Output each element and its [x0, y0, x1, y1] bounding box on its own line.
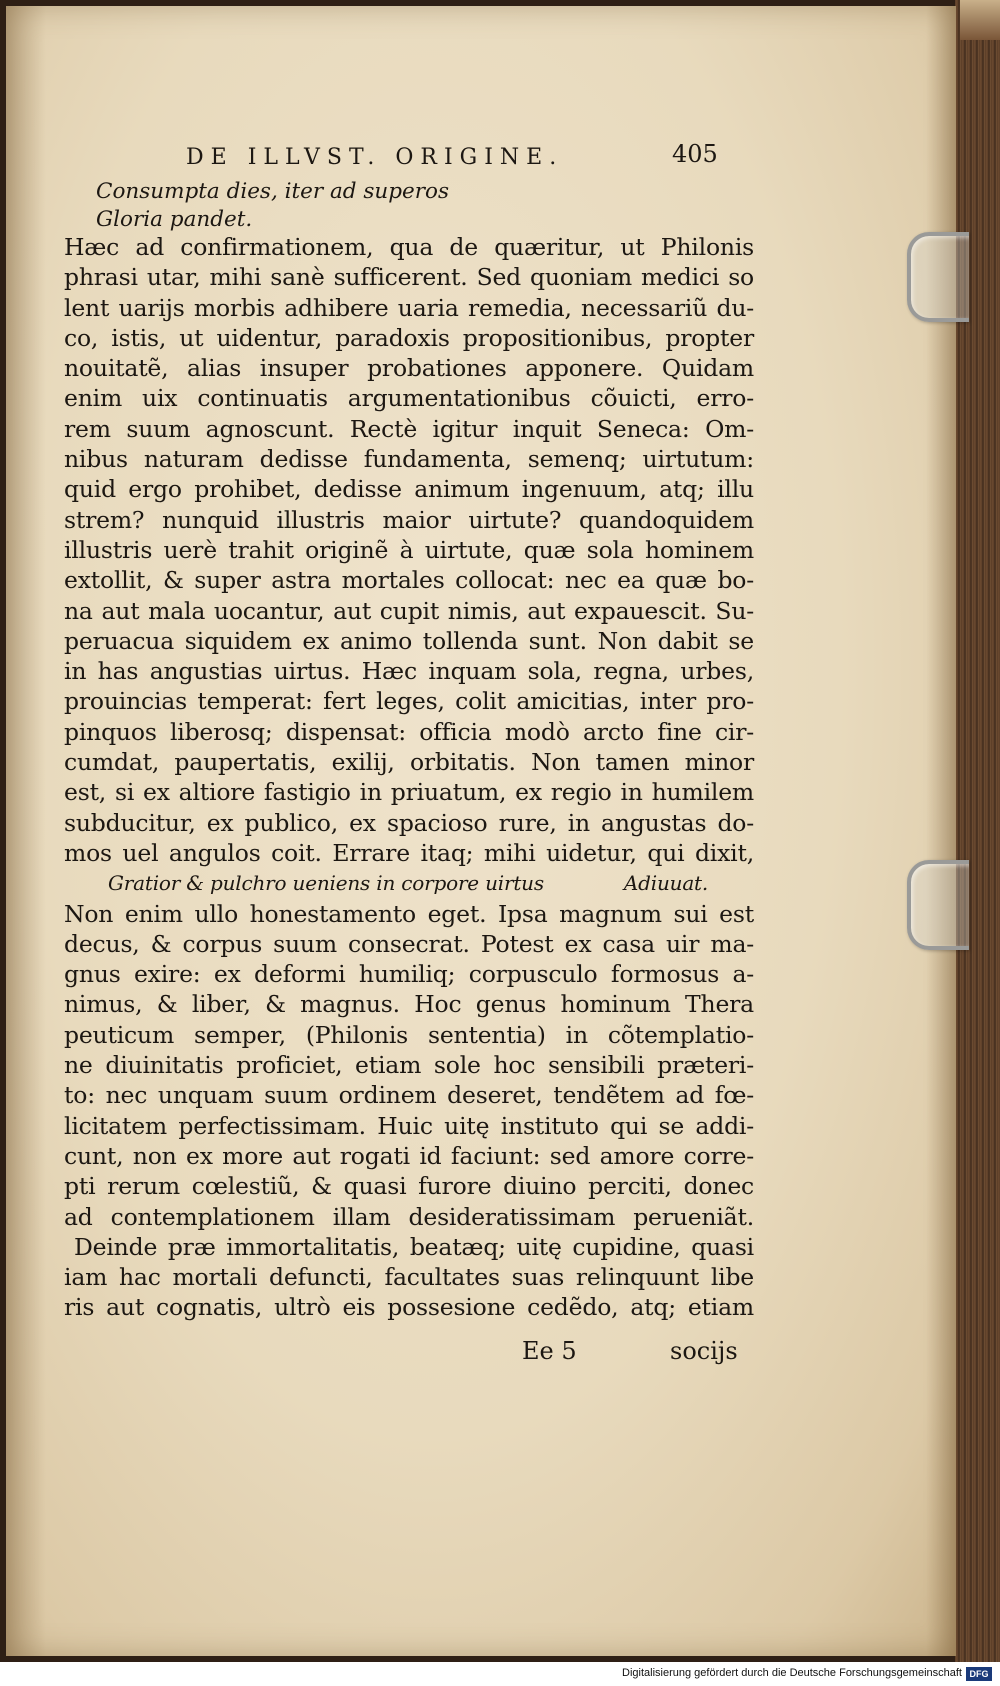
text-line: cunt, non ex more aut rogati id faciunt: sed amore corre-	[64, 1141, 754, 1170]
text-line: iam hac mortali defuncti, facultates suas relinquunt libe	[64, 1263, 754, 1292]
text-line: Hæc ad confirmationem, qua de quæritur, ut Philonis	[64, 233, 754, 261]
funding-credit: Digitalisierung gefördert durch die Deutsche Forschungsgemeinschaft	[622, 1667, 962, 1679]
text-line: in has angustias uirtus. Hæc inquam sola, regna, urbes,	[64, 657, 754, 686]
text-line: ad contemplationem illam desideratissimam perueniãt.	[64, 1202, 754, 1231]
running-head: DE ILLVST. ORIGINE.	[186, 145, 564, 170]
text-line: na aut mala uocantur, aut cupit nimis, aut expauescit. Su-	[64, 596, 754, 625]
text-line: illustris uerè trahit originẽ à uirtute, quæ sola hominem	[64, 535, 754, 564]
text-line: licitatem perfectissimam. Huic uitę instituto qui se addi-	[64, 1111, 754, 1140]
text-line: Non enim ullo honestamento eget. Ipsa magnum sui est	[64, 899, 754, 928]
verse-line: Consumpta dies, iter ad superos	[96, 179, 450, 204]
text-line: extollit, & super astra mortales collocat: nec ea quæ bo-	[64, 566, 754, 595]
text-line: phrasi utar, mihi sanè sufficerent. Sed quoniam medici so	[64, 263, 754, 292]
text-line: peuticum semper, (Philonis sententia) in cõtemplatio-	[64, 1020, 754, 1049]
page-clip-icon	[907, 860, 969, 950]
body-text	[64, 232, 754, 1323]
text-line: lent uarijs morbis adhibere uaria remedia, necessariũ du-	[64, 293, 754, 322]
text-line: pti rerum cœlestiũ, & quasi furore diuino perciti, donec	[64, 1172, 754, 1201]
text-line: ris aut cognatis, ultrò eis possesione cedẽdo, atq; etiam	[64, 1293, 754, 1322]
quoted-verse-line	[64, 868, 754, 898]
quoted-verse: Gratior & pulchro ueniens in corpore uirtus	[108, 871, 544, 896]
page-clip-icon	[907, 232, 969, 322]
book-edge-highlight	[960, 0, 1000, 40]
quoted-verse-end: Adiuuat.	[623, 871, 709, 896]
catchword: socijs	[670, 1337, 738, 1365]
verse-line: Gloria pandet.	[96, 207, 253, 232]
text-line: decus, & corpus suum consecrat. Potest ex casa uir ma-	[64, 929, 754, 958]
text-line: nouitatẽ, alias insuper probationes apponere. Quidam	[64, 354, 754, 383]
text-line: mos uel angulos coit. Errare itaq; mihi uidetur, qui dixit,	[64, 838, 754, 867]
text-line: Deinde præ immortalitatis, beatæq; uitę cupidine, quasi	[74, 1232, 754, 1261]
text-line: rem suum agnoscunt. Rectè igitur inquit Seneca: Om-	[64, 414, 754, 443]
text-line: nibus naturam dedisse fundamenta, semenq; uirtutum:	[64, 445, 754, 474]
footer-bar	[0, 1662, 1000, 1686]
dfg-logo-icon: DFG	[966, 1667, 992, 1681]
text-line: est, si ex altiore fastigio in priuatum, ex regio in humilem	[64, 778, 754, 807]
signature-mark: Ee 5	[522, 1337, 577, 1365]
text-line: subducitur, ex publico, ex spacioso rure, in angustas do-	[64, 808, 754, 837]
text-line: peruacua siquidem ex animo tollenda sunt. Non dabit se	[64, 626, 754, 655]
gutter-shadow	[6, 6, 46, 1656]
page-number: 405	[672, 140, 718, 168]
text-line: quid ergo prohibet, dedisse animum ingenuum, atq; illu	[64, 475, 754, 504]
text-line: cumdat, paupertatis, exilij, orbitatis. Non tamen minor	[64, 748, 754, 777]
text-line: gnus exire: ex deformi humiliq; corpusculo formosus a-	[64, 960, 754, 989]
text-line: nimus, & liber, & magnus. Hoc genus hominum Thera	[64, 990, 754, 1019]
text-line: prouincias temperat: fert leges, colit amicitias, inter pro-	[64, 687, 754, 716]
text-line: co, istis, ut uidentur, paradoxis propositionibus, propter	[64, 323, 754, 352]
text-line: pinquos liberosq; dispensat: officia modò arcto fine cir-	[64, 717, 754, 746]
text-line: strem? nunquid illustris maior uirtute? quandoquidem	[64, 505, 754, 534]
text-line: to: nec unquam suum ordinem deseret, tendẽtem ad fœ-	[64, 1081, 754, 1110]
text-line: ne diuinitatis proficiet, etiam sole hoc sensibili præteri-	[64, 1051, 754, 1080]
text-line: enim uix continuatis argumentationibus cõuicti, erro-	[64, 384, 754, 413]
